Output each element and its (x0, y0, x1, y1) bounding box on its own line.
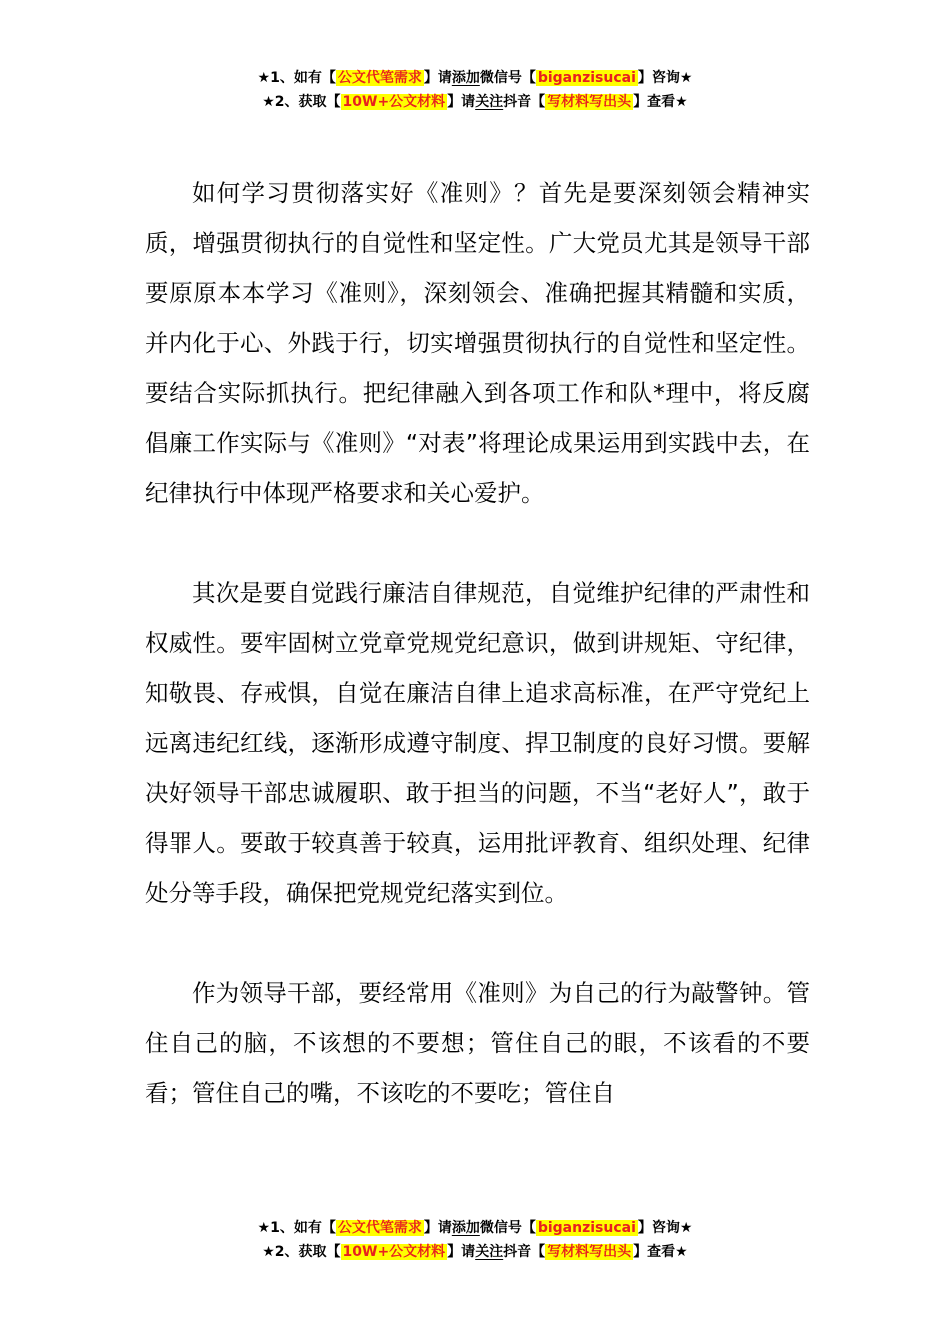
footer-banner (0, 1216, 950, 1264)
banner-text: 】查看★ (633, 94, 688, 110)
banner-highlight: 写材料写出头 (547, 94, 632, 110)
banner-text: ★1、如有【 (257, 1220, 336, 1236)
banner-text: 】请 (423, 1220, 452, 1236)
banner-highlight: 公文代笔需求 (337, 70, 422, 86)
banner-emphasis: 关注 (475, 1244, 504, 1260)
banner-emphasis: 添加 (451, 1220, 480, 1236)
banner-text: ★2、获取【 (262, 94, 341, 110)
banner-text: 】咨询★ (637, 70, 693, 86)
banner-text: ★1、如有【 (257, 70, 336, 86)
banner-highlight: 写材料写出头 (547, 1244, 632, 1260)
banner-text: 】查看★ (633, 1244, 688, 1260)
banner-emphasis: 添加 (451, 70, 480, 86)
banner-text: 抖音【 (503, 1244, 546, 1260)
banner-text: 抖音【 (503, 94, 546, 110)
banner-line-1 (0, 66, 950, 90)
banner-text: 】请 (423, 70, 452, 86)
banner-highlight: 10W+公文材料 (342, 94, 446, 110)
banner-text: 】请 (447, 94, 476, 110)
paragraph: 如何学习贯彻落实好《准则》？首先是要深刻领会精神实质，增强贯彻执行的自觉性和坚定性。广大党员尤其是领导干部要原原本本学习《准则》，深刻领会、准确把握其精髓和实质，并内化于心、外践于行，切实增强贯彻执行的自觉性和坚定性。要结合实际抓执行。把纪律融入到各项工作和队*理中，将反腐倡廉工作实际与《准则》“对表”将理论成果运用到实践中去，在纪律执行中体现严格要求和关心爱护。 (145, 179, 810, 507)
header-banner (0, 66, 950, 114)
paragraph: 其次是要自觉践行廉洁自律规范，自觉维护纪律的严肃性和权威性。要牢固树立党章党规党纪意识，做到讲规矩、守纪律，知敬畏、存戒惧，自觉在廉洁自律上追求高标准，在严守党纪上远离违纪红线，逐渐形成遵守制度、捍卫制度的良好习惯。要解决好领导干部忠诚履职、敢于担当的问题，不当“老好人”，敢于得罪人。要敢于较真善于较真，运用批评教育、组织处理、纪律处分等手段，确保把党规党纪落实到位。 (145, 579, 810, 907)
banner-text: 】咨询★ (637, 1220, 693, 1236)
banner-highlight: biganzisucai (537, 1220, 636, 1236)
banner-text: 微信号【 (479, 70, 536, 86)
banner-line-2 (0, 1240, 950, 1264)
paragraph: 作为领导干部，要经常用《准则》为自己的行为敲警钟。管住自己的脑，不该想的不要想；管住自己的眼，不该看的不要看；管住自己的嘴，不该吃的不要吃；管住自 (145, 979, 810, 1107)
banner-emphasis: 关注 (475, 94, 504, 110)
banner-text: 】请 (447, 1244, 476, 1260)
banner-line-2 (0, 90, 950, 114)
banner-text: ★2、获取【 (262, 1244, 341, 1260)
banner-highlight: 10W+公文材料 (342, 1244, 446, 1260)
banner-highlight: biganzisucai (537, 70, 636, 86)
banner-highlight: 公文代笔需求 (337, 1220, 422, 1236)
banner-line-1 (0, 1216, 950, 1240)
document-body (145, 168, 810, 1118)
banner-text: 微信号【 (479, 1220, 536, 1236)
